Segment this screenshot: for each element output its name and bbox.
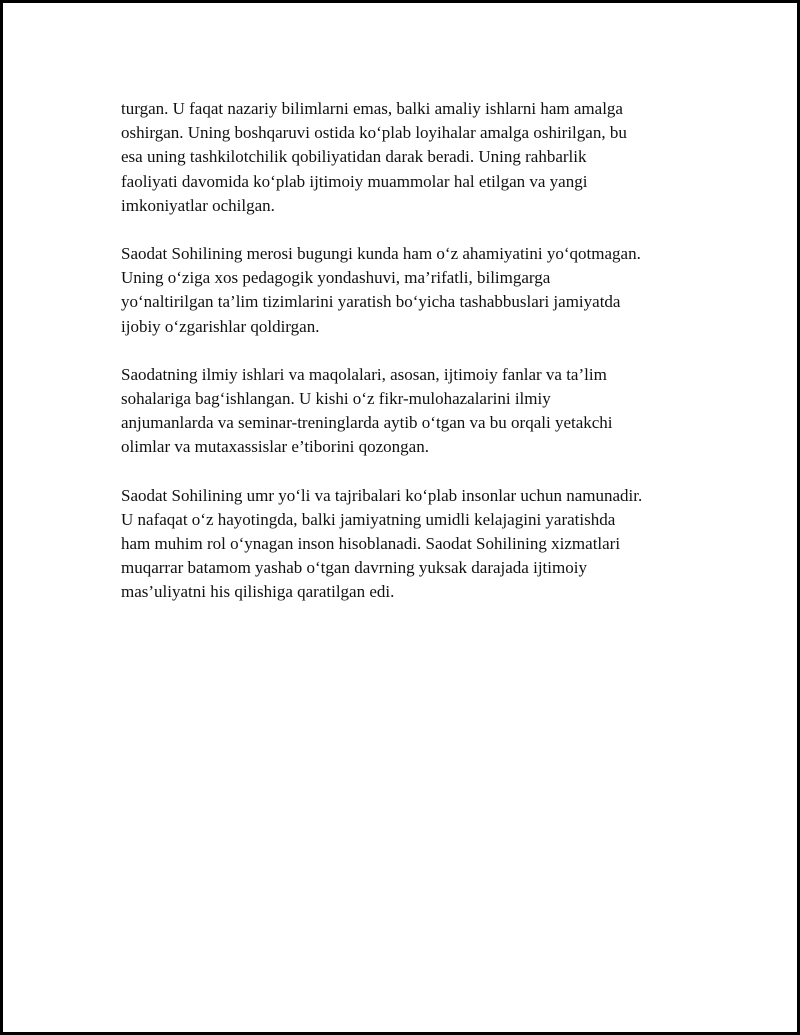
text-line: ijobiy o‘zgarishlar qoldirgan. xyxy=(121,316,320,336)
text-line: Saodatning ilmiy ishlari va maqolalari, asosan, ijtimoiy fanlar va ta’lim xyxy=(121,364,607,384)
paragraph-1 xyxy=(121,97,701,218)
paragraph-2 xyxy=(121,242,701,339)
text-line: Saodat Sohilining umr yo‘li va tajribalari ko‘plab insonlar uchun namunadir. xyxy=(121,485,643,505)
text-line: yo‘naltirilgan ta’lim tizimlarini yaratish bo‘yicha tashabbuslari jamiyatda xyxy=(121,292,621,312)
text-line: sohalariga bag‘ishlangan. U kishi o‘z fikr-mulohazalarini ilmiy xyxy=(121,389,551,409)
text-line: esa uning tashkilotchilik qobiliyatidan darak beradi. Uning rahbarlik xyxy=(121,147,587,167)
text-line: anjumanlarda va seminar-treninglarda aytib o‘tgan va bu orqali yetakchi xyxy=(121,413,613,433)
text-line: U nafaqat o‘z hayotingda, balki jamiyatning umidli kelajagini yaratishda xyxy=(121,509,616,529)
text-line: Saodat Sohilining merosi bugungi kunda ham o‘z ahamiyatini yo‘qotmagan. xyxy=(121,244,641,264)
text-line: oshirgan. Uning boshqaruvi ostida ko‘plab loyihalar amalga oshirilgan, bu xyxy=(121,123,627,143)
text-line: ham muhim rol o‘ynagan inson hisoblanadi. Saodat Sohilining xizmatlari xyxy=(121,534,621,554)
text-line: faoliyati davomida ko‘plab ijtimoiy muammolar hal etilgan va yangi xyxy=(121,171,588,191)
text-line: olimlar va mutaxassislar e’tiborini qozongan. xyxy=(121,437,429,457)
text-line: Uning o‘ziga xos pedagogik yondashuvi, ma’rifatli, bilimgarga xyxy=(121,268,551,288)
text-line: imkoniyatlar ochilgan. xyxy=(121,195,275,215)
document-body xyxy=(121,97,701,629)
paragraph-3 xyxy=(121,363,701,460)
text-line: mas’uliyatni his qilishiga qaratilgan edi. xyxy=(121,582,395,602)
paragraph-4 xyxy=(121,484,701,605)
text-line: muqarrar batamom yashab o‘tgan davrning yuksak darajada ijtimoiy xyxy=(121,558,587,578)
text-line: turgan. U faqat nazariy bilimlarni emas, balki amaliy ishlarni ham amalga xyxy=(121,99,623,118)
